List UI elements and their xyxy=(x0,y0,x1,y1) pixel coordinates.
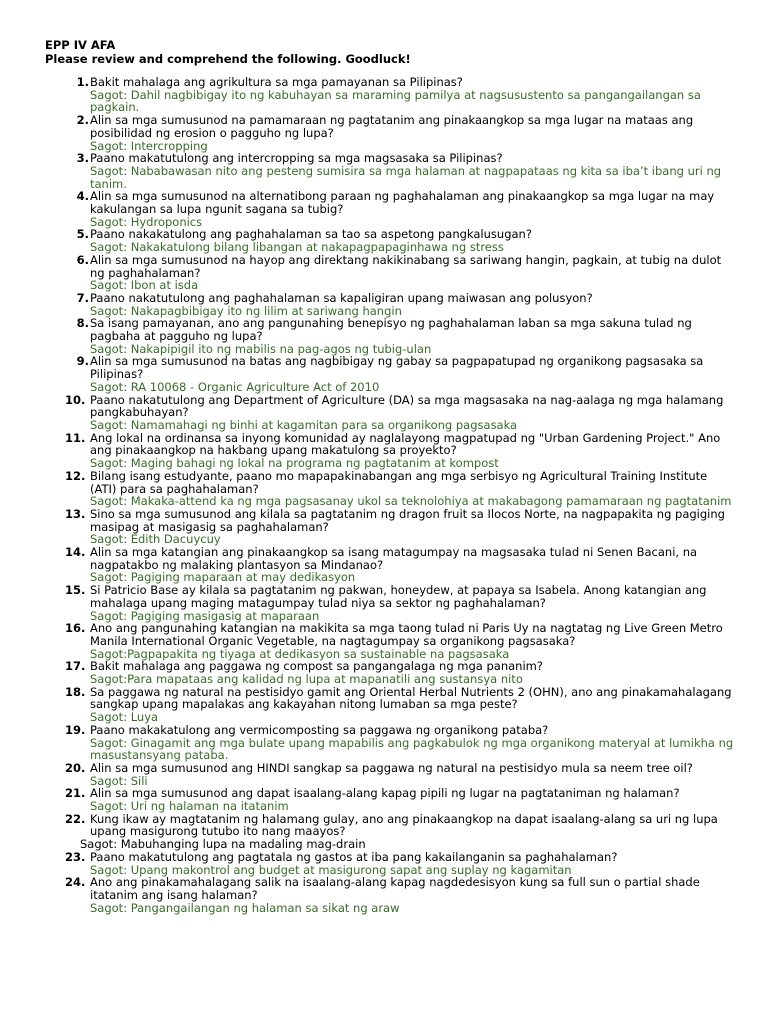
question-text: Alin sa mga sumusunod na alternatibong paraan ng paghahalaman ang pinakaangkop sa mga lugar na may kakulangan sa lupa ngunit sagana sa tubig? xyxy=(90,189,715,217)
question-text: Paano nakatutulong ang paghahalaman sa kapaligiran upang maiwasan ang polusyon? xyxy=(90,290,593,305)
question-text: Paano makatutulong ang intercropping sa mga magsasaka sa Pilipinas? xyxy=(90,151,503,166)
question-item xyxy=(45,114,735,152)
question-text: Paano nakakatulong ang paghahalaman sa tao sa aspetong pangkalusugan? xyxy=(90,227,532,242)
question-number: 10. xyxy=(65,392,86,407)
question-number: 11. xyxy=(65,430,86,445)
question-item xyxy=(45,762,735,787)
question-text: Ang lokal na ordinansa sa inyong komunidad ay naglalayong magpatupad ng "Urban Gardening Project." Ano ang pinakaangkop na hakbang upang makatulong sa proyekto? xyxy=(90,430,721,458)
question-item xyxy=(45,292,735,317)
question-text: Sino sa mga sumusunod ang kilala sa pagtatanim ng dragon fruit sa Ilocos Norte, na nagpapakita ng pagiging masipag at masigasig sa paghahalaman? xyxy=(90,506,725,534)
question-item xyxy=(45,787,735,812)
question-item xyxy=(45,152,735,190)
question-item xyxy=(45,508,735,546)
question-text: Si Patricio Base ay kilala sa pagtatanim ng pakwan, honeydew, at papaya sa Isabela. Anong katangian ang mahalaga upang maging matagumpay tulad niya sa sektor ng paghahalaman? xyxy=(90,583,707,610)
answer-text: Sagot: Hydroponics xyxy=(90,214,203,229)
question-text: Sa isang pamayanan, ano ang pangunahing benepisyo ng paghahalaman laban sa mga sakuna tulad ng pagbaha at pagguho ng lupa? xyxy=(90,316,692,344)
question-text: Alin sa mga sumusunod na batas ang nagbibigay ng gabay sa pagpapatupad ng organikong pagsasaka sa Pilipinas? xyxy=(90,354,704,382)
document-header xyxy=(45,38,745,66)
question-number: 19. xyxy=(65,722,86,737)
question-number: 23. xyxy=(65,849,86,864)
question-item xyxy=(45,355,735,393)
question-number: 17. xyxy=(65,659,86,674)
question-number: 4. xyxy=(76,189,89,204)
answer-text: Sagot: Nakakatulong bilang libangan at nakapagpapaginhawa ng stress xyxy=(90,240,504,255)
answer-text: Sagot: Intercropping xyxy=(90,138,208,153)
question-item xyxy=(45,546,735,584)
question-text: Bakit mahalaga ang paggawa ng compost sa pangangalaga ng mga pananim? xyxy=(90,659,543,674)
answer-text: Sagot: RA 10068 - Organic Agriculture Act of 2010 xyxy=(90,379,380,394)
answer-text: Sagot: Upang makontrol ang budget at masigurong sapat ang suplay ng kagamitan xyxy=(90,862,572,877)
answer-text: Sagot: Pangangailangan ng halaman sa sikat ng araw xyxy=(90,900,400,915)
question-number: 24. xyxy=(65,875,86,890)
question-item xyxy=(45,76,735,114)
answer-text: Sagot: Sili xyxy=(90,773,148,788)
question-number: 5. xyxy=(76,227,89,242)
question-number: 22. xyxy=(65,811,86,826)
question-text: Alin sa mga sumusunod ang HINDI sangkap sa paggawa ng natural na pestisidyo mula sa neem tree oil? xyxy=(90,760,693,775)
question-text: Paano makakatulong ang vermicomposting sa paggawa ng organikong pataba? xyxy=(90,722,549,737)
question-number: 6. xyxy=(76,252,89,267)
question-text: Alin sa mga sumusunod na hayop ang direktang nakikinabang sa sariwang hangin, pagkain, at tubig na dulot ng paghahalaman? xyxy=(90,252,722,280)
answer-text: Sagot: Nakapagbibigay ito ng lilim at sariwang hangin xyxy=(90,303,402,318)
answer-text: Sagot: Maging bahagi ng lokal na programa ng pagtatanim at kompost xyxy=(90,456,499,471)
question-number: 15. xyxy=(65,583,86,598)
answer-text: Sagot: Uri ng halaman na itatanim xyxy=(90,799,289,814)
question-text: Alin sa mga katangian ang pinakaangkop sa isang matagumpay na magsasaka tulad ni Senen Bacani, na nagpatakbo ng malaking plantasyon sa Mindanao? xyxy=(90,545,698,572)
question-number: 8. xyxy=(76,316,89,331)
document-instructions: Please review and comprehend the following. Goodluck! xyxy=(45,52,411,66)
document-title: EPP IV AFA xyxy=(45,38,116,52)
answer-text: Sagot: Makaka-attend ka ng mga pagsasanay ukol sa teknolohiya at makabagong pamamaraan ng pagtatanim xyxy=(90,494,732,509)
answer-text: Sagot: Pagiging maparaan at may dedikasyon xyxy=(90,570,356,585)
question-number: 14. xyxy=(65,545,86,560)
question-item xyxy=(45,660,735,685)
question-text: Paano makatutulong ang pagtatala ng gastos at iba pang kakailanganin sa paghahalaman? xyxy=(90,849,618,864)
answer-text: Sagot:Para mapataas ang kalidad ng lupa at mapanatili ang sustansya nito xyxy=(90,672,523,687)
question-number: 7. xyxy=(76,290,89,305)
question-item xyxy=(45,317,735,355)
answer-text: Sagot: Luya xyxy=(90,710,159,725)
question-item xyxy=(45,190,735,228)
question-text: Sa paggawa ng natural na pestisidyo gamit ang Oriental Herbal Nutrients 2 (OHN), ano ang pinakamahalagang sangkap upang mapalakas ang kakayahan nitong lumaban sa mga peste? xyxy=(90,684,732,712)
question-number: 2. xyxy=(76,113,89,128)
answer-text: Sagot: Ibon at isda xyxy=(90,278,199,293)
question-text: Bakit mahalaga ang agrikultura sa mga pamayanan sa Pilipinas? xyxy=(90,75,463,89)
question-item xyxy=(45,432,735,470)
question-text: Ano ang pinakamahalagang salik na isaalang-alang kapag nagdedesisyon kung sa full sun o partial shade itatanim ang isang halaman? xyxy=(90,875,700,902)
question-number: 3. xyxy=(76,151,89,166)
question-text: Bilang isang estudyante, paano mo mapapakinabangan ang mga serbisyo ng Agricultural Training Institute (ATI) para sa paghahalaman? xyxy=(90,468,708,496)
question-item xyxy=(45,813,735,851)
question-item xyxy=(45,470,735,508)
question-text: Paano nakatutulong ang Department of Agriculture (DA) sa mga magsasaka na nag-aalaga ng mga halamang pangkabuhayan? xyxy=(90,392,724,420)
answer-text: Sagot: Ginagamit ang mga bulate upang mapabilis ang pagkabulok ng mga organikong materyal at lumikha ng masustansyang pataba. xyxy=(90,735,734,763)
question-item xyxy=(45,686,735,724)
question-number: 16. xyxy=(65,621,86,636)
question-item xyxy=(45,876,735,914)
answer-text: Sagot:Pagpapakita ng tiyaga at dedikasyon sa sustainable na pagsasaka xyxy=(90,646,510,661)
question-number: 9. xyxy=(76,354,89,369)
answer-text: Sagot: Pagiging masigasig at maparaan xyxy=(90,608,320,623)
question-item xyxy=(45,228,735,253)
question-item xyxy=(45,584,735,622)
question-number: 20. xyxy=(65,760,86,775)
question-number: 21. xyxy=(65,786,86,801)
question-number: 1. xyxy=(76,75,89,89)
answer-text: Sagot: Nababawasan nito ang pesteng sumisira sa mga halaman at nagpapataas ng kita sa iba’t ibang uri ng tanim. xyxy=(90,163,722,191)
question-item xyxy=(45,622,735,660)
answer-text: Sagot: Namamahagi ng binhi at kagamitan para sa organikong pagsasaka xyxy=(90,417,518,432)
question-item xyxy=(45,394,735,432)
answer-text: Sagot: Mabuhanging lupa na madaling mag-drain xyxy=(80,837,366,852)
question-list xyxy=(45,76,735,914)
question-text: Ano ang pangunahing katangian na makikita sa mga taong tulad ni Paris Uy na nagtatag ng Live Green Metro Manila International Organic Vegetable, na nagtagumpay sa organikong pagsasaka? xyxy=(90,621,723,648)
question-text: Alin sa mga sumusunod na pamamaraan ng pagtatanim ang pinakaangkop sa mga lugar na mataas ang posibilidad ng erosion o pagguho ng lupa? xyxy=(90,113,694,140)
question-number: 13. xyxy=(65,506,86,521)
question-number: 12. xyxy=(65,468,86,483)
answer-text: Sagot: Dahil nagbibigay ito ng kabuhayan sa maraming pamilya at nagsusustento sa pangangailangan sa pagkain. xyxy=(90,87,701,115)
question-item xyxy=(45,254,735,292)
question-text: Kung ikaw ay magtatanim ng halamang gulay, ano ang pinakaangkop na dapat isaalang-alang sa uri ng lupa upang masigurong tutubo ito nang maayos? xyxy=(90,811,718,839)
answer-text: Sagot: Edith Dacuycuy xyxy=(90,532,221,547)
question-number: 18. xyxy=(65,684,86,699)
answer-text: Sagot: Nakapipigil ito ng mabilis na pag-agos ng tubig-ulan xyxy=(90,341,432,356)
question-text: Alin sa mga sumusunod ang dapat isaalang-alang kapag pipili ng lugar na pagtataniman ng halaman? xyxy=(90,786,680,801)
question-item xyxy=(45,851,735,876)
question-item xyxy=(45,724,735,762)
